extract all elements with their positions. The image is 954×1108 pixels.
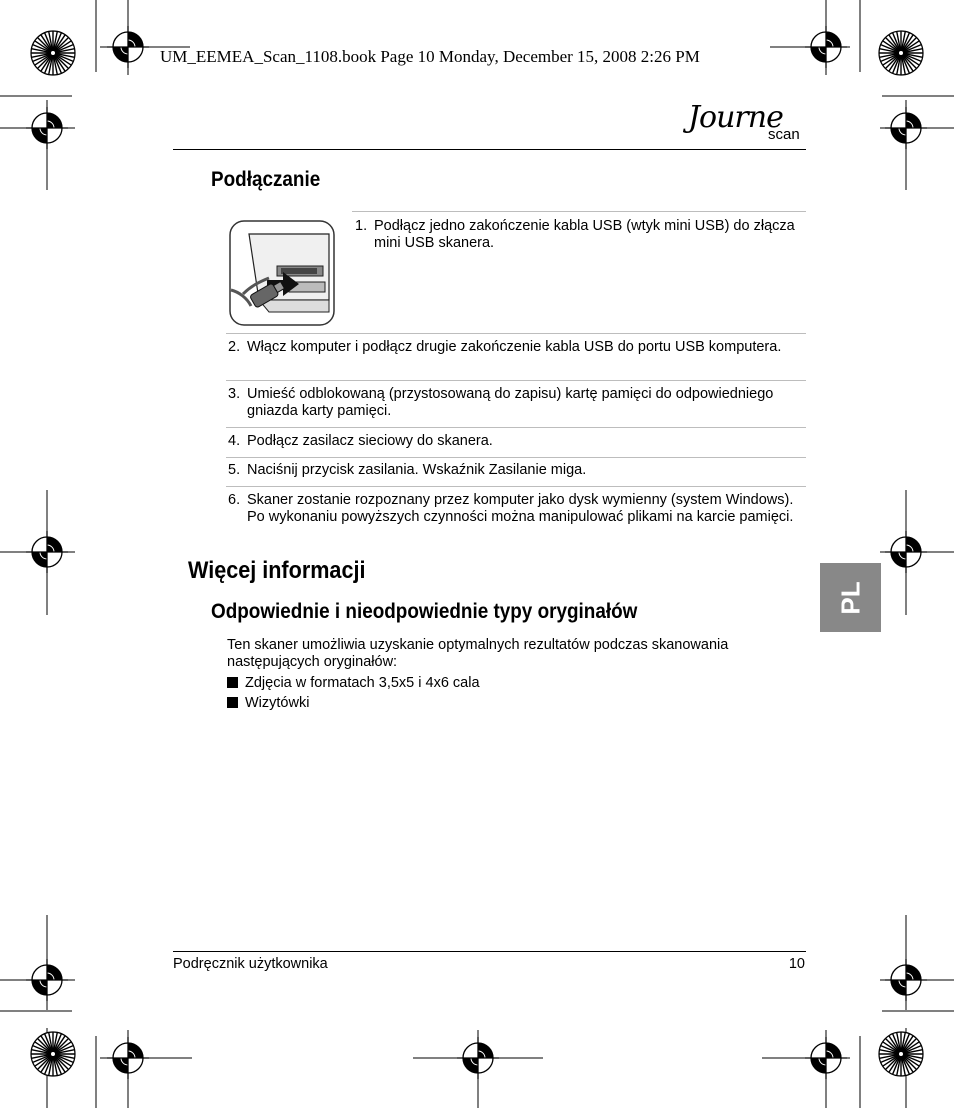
bullet-text: Wizytówki: [245, 695, 310, 711]
section-heading-more-info: Więcej informacji: [188, 557, 366, 584]
step-separator: [226, 333, 806, 334]
print-slug: UM_EEMEA_Scan_1108.book Page 10 Monday, December 15, 2008 2:26 PM: [160, 47, 700, 66]
step-text: Naciśnij przycisk zasilania. Wskaźnik Zasilanie miga.: [247, 462, 587, 478]
step-6: [228, 492, 803, 526]
step-number: 5.: [228, 462, 241, 478]
bullet-item: [227, 695, 309, 712]
language-tab: [820, 563, 881, 632]
bullet-square-icon: [227, 697, 238, 708]
footer-title: Podręcznik użytkownika: [173, 956, 328, 972]
step-separator: [226, 380, 806, 381]
step-number: 4.: [228, 433, 241, 449]
step-4: [228, 433, 803, 450]
bullet-item: [227, 675, 480, 692]
footer-rule: [173, 951, 806, 952]
step-1: [355, 218, 805, 252]
bullet-text: Zdjęcia w formatach 3,5x5 i 4x6 cala: [245, 675, 480, 691]
step-number: 6.: [228, 492, 241, 508]
step-separator: [226, 457, 806, 458]
step-5: [228, 462, 803, 479]
step-number: 2.: [228, 339, 241, 355]
step-separator: [352, 211, 806, 212]
step-text: Podłącz jedno zakończenie kabla USB (wtyk mini USB) do złącza mini USB skanera.: [374, 218, 795, 251]
step-3: [228, 386, 803, 420]
step-number: 3.: [228, 386, 241, 402]
page-number: 10: [788, 956, 805, 972]
bullet-square-icon: [227, 677, 238, 688]
logo-scan-text: scan: [768, 126, 800, 143]
section-heading-connecting: Podłączanie: [211, 168, 321, 191]
step-2: [228, 339, 803, 356]
step-separator: [226, 486, 806, 487]
language-tab-label: PL: [835, 580, 865, 615]
intro-paragraph: Ten skaner umożliwia uzyskanie optymalnych rezultatów podczas skanowania następujących oryginałów:: [227, 637, 729, 670]
logo-script-text: Journe: [688, 100, 783, 135]
usb-connection-illustration: [229, 220, 335, 328]
step-text: Włącz komputer i podłącz drugie zakończenie kabla USB do portu USB komputera.: [247, 339, 782, 355]
step-number: 1.: [355, 218, 368, 234]
step-text: Umieść odblokowaną (przystosowaną do zapisu) kartę pamięci do odpowiedniego gniazda karty pamięci.: [247, 386, 774, 419]
subheading-originals: Odpowiednie i nieodpowiednie typy oryginałów: [211, 600, 638, 623]
step-text: Skaner zostanie rozpoznany przez komputer jako dysk wymienny (system Windows). Po wykonaniu powyższych czynności można manipulować plikami na karcie pamięci.: [247, 492, 794, 525]
header-rule: [173, 149, 806, 150]
step-separator: [226, 427, 806, 428]
step-text: Podłącz zasilacz sieciowy do skanera.: [247, 433, 493, 449]
